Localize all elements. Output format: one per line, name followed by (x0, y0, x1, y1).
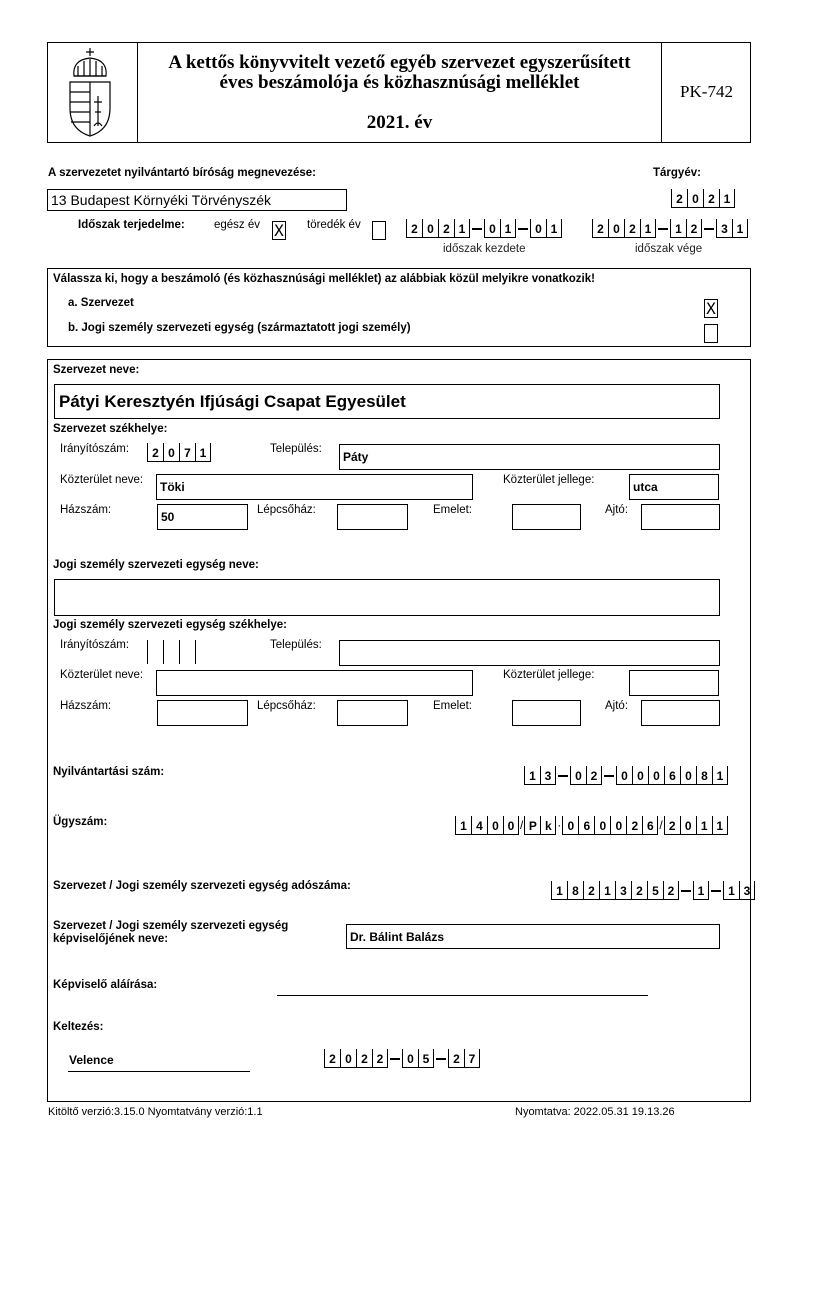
org-zip-cells[interactable] (147, 443, 211, 462)
period-end-cells[interactable] (592, 219, 748, 238)
form-code: PK-742 (680, 82, 733, 101)
digit-cell: 0 (570, 766, 586, 785)
digit-cell: 7 (464, 1049, 480, 1068)
unit-door-field[interactable] (641, 700, 720, 726)
choice-question: Válassza ki, hogy a beszámoló (és közhasznúsági melléklet) az alábbiak közül melyikre vonatkozik! (53, 273, 595, 285)
subject-year-label: Tárgyév: (653, 167, 701, 179)
form-year: 2021. év (366, 112, 433, 133)
dated-label: Keltezés: (53, 1021, 104, 1033)
digit-cell: k (540, 816, 556, 835)
digit-cell: 2 (406, 219, 422, 238)
digit-cell: 3 (615, 881, 631, 900)
separator-slash: / (520, 818, 524, 832)
period-start-cells[interactable] (406, 219, 562, 238)
digit-cell: 0 (687, 189, 703, 208)
separator-dash (711, 890, 721, 892)
separator-dash (658, 228, 668, 230)
unit-floor-label: Emelet: (433, 700, 472, 712)
unit-city-field[interactable] (339, 640, 720, 666)
digit-cell: 3 (716, 219, 732, 238)
unit-stair-label: Lépcsőház: (257, 700, 316, 712)
separator-dot: · (557, 818, 562, 832)
unit-city-label: Település: (270, 639, 322, 651)
digit-cell: 1 (454, 219, 470, 238)
digit-cell: 0 (487, 816, 503, 835)
digit-cell: 2 (686, 219, 702, 238)
org-house-field[interactable]: 50 (157, 504, 248, 530)
footer-printed: Nyomtatva: 2022.05.31 19.13.26 (515, 1106, 675, 1118)
digit-cell: 6 (642, 816, 658, 835)
org-name-field[interactable]: Pátyi Keresztyén Ifjúsági Csapat Egyesület (54, 384, 720, 419)
digit-cell: 2 (703, 189, 719, 208)
separator-dash (558, 775, 568, 777)
digit-cell: 5 (647, 881, 663, 900)
digit-cell: 0 (632, 766, 648, 785)
digit-cell: 0 (484, 219, 500, 238)
digit-cell: 1 (732, 219, 748, 238)
dated-date-cells[interactable] (324, 1049, 480, 1068)
digit-cell: 1 (640, 219, 656, 238)
digit-cell: 2 (438, 219, 454, 238)
signature-line[interactable] (277, 995, 648, 996)
digit-cell: 0 (616, 766, 632, 785)
digit-cell: 1 (712, 816, 728, 835)
case-number-label: Ügyszám: (53, 816, 108, 828)
separator-dash (681, 890, 691, 892)
digit-cell: 0 (610, 816, 626, 835)
option-b-label: b. Jogi személy szervezeti egység (származtatott jogi személy) (68, 322, 411, 334)
court-field[interactable]: 13 Budapest Környéki Törvényszék (47, 189, 347, 211)
org-street-type-field[interactable]: utca (629, 474, 719, 500)
org-city-field[interactable]: Páty (339, 444, 720, 470)
digit-cell: 2 (631, 881, 647, 900)
unit-street-field[interactable] (156, 670, 473, 696)
org-door-label: Ajtó: (605, 504, 629, 516)
digit-cell: 1 (455, 816, 471, 835)
unit-zip-label: Irányítószám: (60, 639, 130, 651)
digit-cell: 1 (719, 189, 735, 208)
unit-door-label: Ajtó: (605, 700, 629, 712)
digit-cell: 1 (500, 219, 516, 238)
tax-number-cells[interactable] (551, 881, 755, 900)
digit-cell: 2 (583, 881, 599, 900)
digit-cell: P (524, 816, 540, 835)
dated-place: Velence (69, 1053, 114, 1067)
digit-cell: 0 (608, 219, 624, 238)
unit-street-type-label: Közterület jellege: (503, 669, 595, 681)
org-street-field[interactable]: Töki (156, 474, 473, 500)
org-street-label: Közterület neve: (60, 474, 144, 486)
unit-zip-cells[interactable] (147, 640, 211, 664)
digit-cell: 5 (418, 1049, 434, 1068)
digit-cell: 0 (530, 219, 546, 238)
rep-label-line1: Szervezet / Jogi személy szervezeti egység (53, 920, 289, 932)
digit-cell: 2 (448, 1049, 464, 1068)
digit-cell: 6 (664, 766, 680, 785)
digit-cell: 0 (562, 816, 578, 835)
unit-street-label: Közterület neve: (60, 669, 144, 681)
option-a-label: a. Szervezet (68, 297, 134, 309)
dated-place-field[interactable] (68, 1051, 250, 1072)
org-floor-label: Emelet: (433, 504, 472, 516)
period-end-caption: időszak vége (635, 243, 703, 255)
registration-cells[interactable] (524, 766, 728, 785)
digit-cell: 1 (195, 443, 211, 462)
digit-cell: 0 (680, 766, 696, 785)
form-title-line2: éves beszámolója és közhasznúsági melléklet (219, 72, 580, 93)
digit-cell: 3 (540, 766, 556, 785)
rep-name-field[interactable]: Dr. Bálint Balázs (346, 924, 720, 949)
digit-cell: 2 (592, 219, 608, 238)
separator-dash (390, 1058, 400, 1060)
unit-seat-label: Jogi személy szervezeti egység székhelye: (53, 619, 287, 631)
partial-year-checkbox[interactable] (372, 221, 386, 240)
digit-cell: 2 (586, 766, 602, 785)
digit-cell: 0 (422, 219, 438, 238)
tax-number-label: Szervezet / Jogi személy szervezeti egység adószáma: (53, 880, 351, 892)
digit-cell: 0 (402, 1049, 418, 1068)
digit-cell: 1 (524, 766, 540, 785)
signature-label: Képviselő aláírása: (53, 979, 158, 991)
org-street-type-label: Közterület jellege: (503, 474, 595, 486)
digit-cell: 1 (551, 881, 567, 900)
digit-cell: 2 (372, 1049, 388, 1068)
org-stair-label: Lépcsőház: (257, 504, 316, 516)
digit-cell: 1 (546, 219, 562, 238)
unit-stair-field[interactable] (337, 700, 408, 726)
form-title-line1: A kettős könyvvitelt vezető egyéb szervezet egyszerűsített (168, 52, 631, 73)
registration-label: Nyilvántartási szám: (53, 766, 165, 778)
digit-cell: 2 (663, 881, 679, 900)
option-b-checkbox[interactable] (704, 324, 718, 343)
period-start-caption: időszak kezdete (443, 243, 526, 255)
digit-cell: 3 (739, 881, 755, 900)
digit-cell: 6 (578, 816, 594, 835)
org-name-label: Szervezet neve: (53, 364, 140, 376)
digit-cell: 2 (626, 816, 642, 835)
separator-dash (472, 228, 482, 230)
whole-year-checkbox[interactable]: X (272, 221, 286, 240)
digit-cell: 0 (503, 816, 519, 835)
subject-year-cells[interactable] (671, 189, 735, 208)
separator-dash (704, 228, 714, 230)
digit-cell: 8 (567, 881, 583, 900)
unit-house-label: Házszám: (60, 700, 112, 712)
digit-cell: 0 (340, 1049, 356, 1068)
digit-cell: 0 (680, 816, 696, 835)
rep-label-line2: képviselőjének neve: (53, 933, 169, 945)
digit-cell: 2 (324, 1049, 340, 1068)
digit-cell: 4 (471, 816, 487, 835)
digit-cell: 1 (693, 881, 709, 900)
separator-dash (518, 228, 528, 230)
period-label: Időszak terjedelme: (78, 219, 185, 231)
separator-dash (436, 1058, 446, 1060)
org-door-field[interactable] (641, 504, 720, 530)
digit-cell: 1 (670, 219, 686, 238)
digit-cell: 2 (624, 219, 640, 238)
footer-version: Kitöltő verzió:3.15.0 Nyomtatvány verzió:1.1 (48, 1106, 263, 1118)
partial-year-label: töredék év (307, 219, 361, 231)
org-stair-field[interactable] (337, 504, 408, 530)
digit-cell: 2 (356, 1049, 372, 1068)
digit-cell: 1 (723, 881, 739, 900)
unit-name-field[interactable] (54, 579, 720, 616)
digit-cell: 2 (671, 189, 687, 208)
hungarian-coat-of-arms-icon (62, 46, 118, 138)
digit-cell: 8 (696, 766, 712, 785)
court-label: A szervezetet nyilvántartó bíróság megnevezése: (48, 167, 317, 179)
digit-cell: 7 (179, 443, 195, 462)
whole-year-label: egész év (214, 219, 261, 231)
unit-floor-field[interactable] (512, 700, 581, 726)
org-seat-label: Szervezet székhelye: (53, 423, 168, 435)
option-a-checkbox[interactable]: X (704, 299, 718, 318)
digit-cell: 1 (712, 766, 728, 785)
separator-slash: / (659, 818, 663, 832)
org-house-label: Házszám: (60, 504, 112, 516)
unit-name-label: Jogi személy szervezeti egység neve: (53, 559, 259, 571)
unit-street-type-field[interactable] (629, 670, 719, 696)
digit-cell: 2 (664, 816, 680, 835)
org-floor-field[interactable] (512, 504, 581, 530)
unit-house-field[interactable] (157, 700, 248, 726)
digit-cell: 1 (696, 816, 712, 835)
case-number-cells[interactable] (455, 816, 728, 835)
digit-cell: 2 (147, 443, 163, 462)
digit-cell: 1 (599, 881, 615, 900)
org-zip-label: Irányítószám: (60, 443, 130, 455)
org-city-label: Település: (270, 443, 322, 455)
digit-cell: 0 (594, 816, 610, 835)
separator-dash (604, 775, 614, 777)
digit-cell: 0 (163, 443, 179, 462)
digit-cell: 0 (648, 766, 664, 785)
